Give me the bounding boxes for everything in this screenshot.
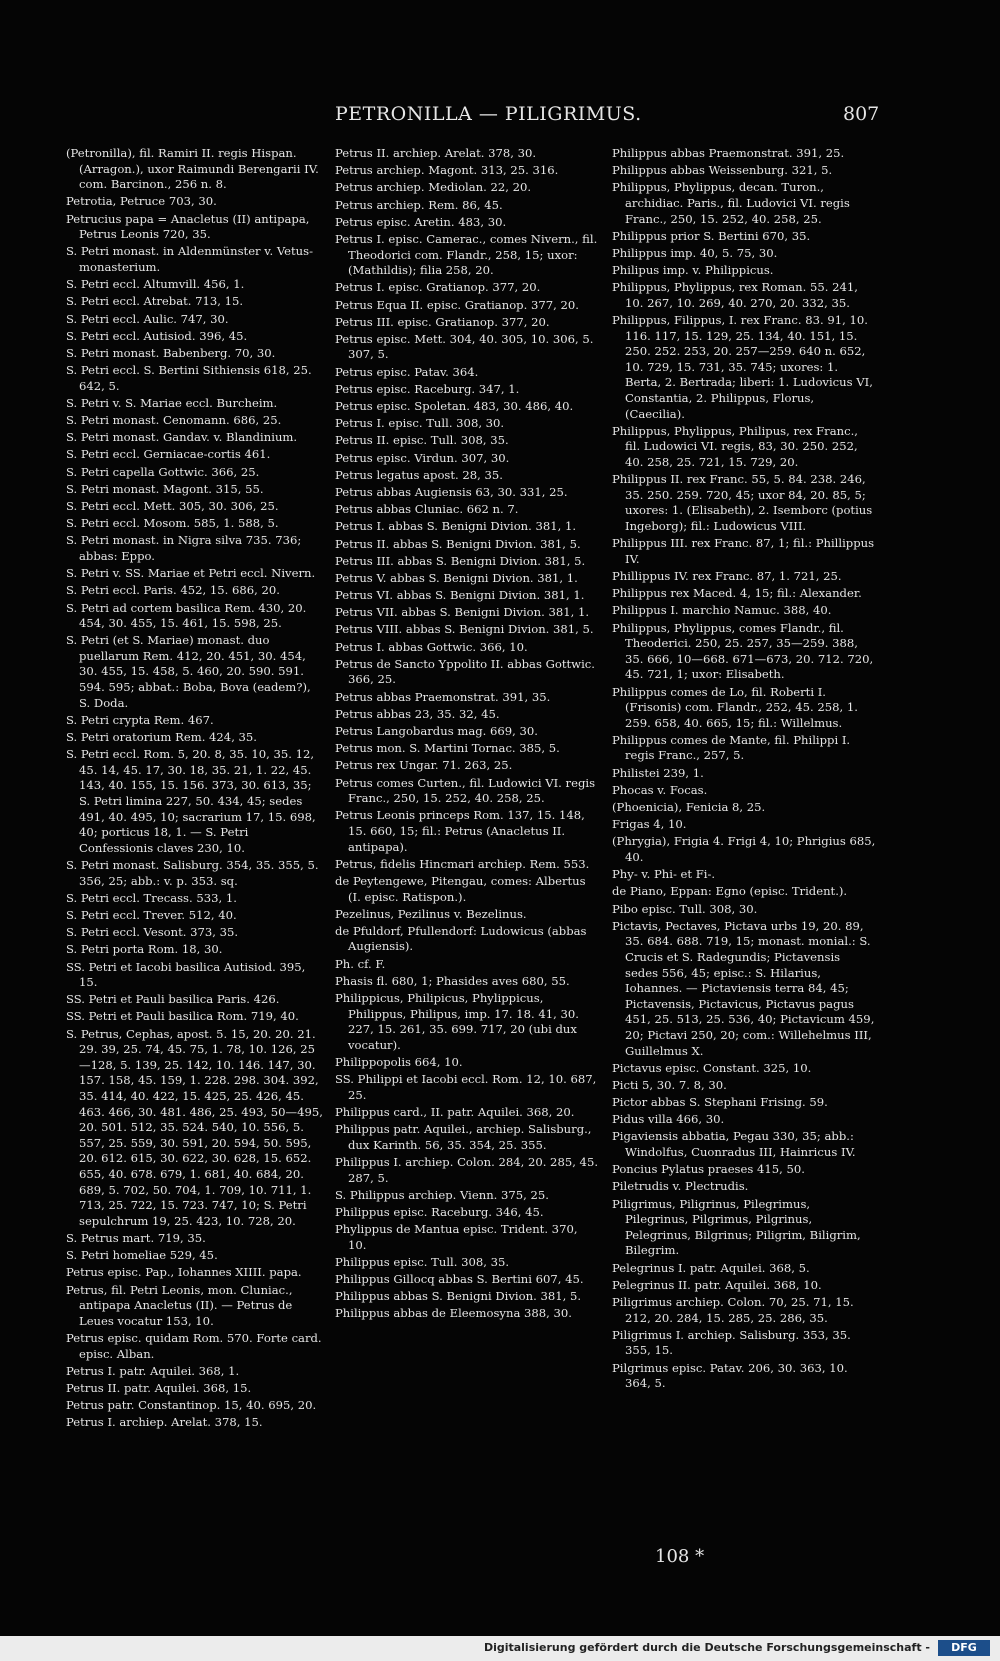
index-entry: Petrus I. episc. Camerac., comes Nivern., fil. Theodorici com. Flandr., 258, 15; uxor: (Mathildis); filia 258, 20.	[335, 231, 598, 278]
index-entry: Philippus II. rex Franc. 55, 5. 84. 238. 246, 35. 250. 259. 720, 45; uxor 84, 20. 85, 5; uxores: 1. (Elisabeth), 2. Isemborc (potius Ingeborg); fil.: Ludowicus VIII.	[612, 472, 873, 533]
index-entry: Philipus imp. v. Philippicus.	[612, 263, 774, 278]
index-entry: Petrus Langobardus mag. 669, 30.	[335, 724, 538, 738]
index-entry: Philippus imp. 40, 5. 75, 30.	[612, 245, 778, 260]
index-entry: Picti 5, 30. 7. 8, 30.	[612, 1077, 727, 1092]
index-entry: Philippus patr. Aquilei., archiep. Salisburg., dux Karinth. 56, 35. 354, 25. 355.	[335, 1122, 592, 1152]
index-entry: Petrus Leonis princeps Rom. 137, 15. 148, 15. 660, 15; fil.: Petrus (Anacletus II. antipapa).	[335, 808, 585, 854]
index-entry: Petrus, fil. Petri Leonis, mon. Cluniac., antipapa Anacletus (II). — Petrus de Leues vocatur 153, 10.	[66, 1282, 293, 1328]
signature-mark: 108 *	[655, 1546, 705, 1567]
index-entry: de Pfuldorf, Pfullendorf: Ludowicus (abbas Augiensis).	[335, 923, 587, 954]
index-entry: Poncius Pylatus praeses 415, 50.	[612, 1162, 805, 1177]
index-entry: Petrus Equa II. episc. Gratianop. 377, 20.	[335, 297, 579, 312]
index-entry: Petrus II. episc. Tull. 308, 35.	[335, 433, 509, 448]
index-entry: Petrus I. episc. Tull. 308, 30.	[335, 416, 505, 431]
index-entry: S. Petri eccl. Gerniacae-cortis 461.	[66, 447, 271, 462]
index-entry: Petrus episc. Virdun. 307, 30.	[335, 450, 510, 465]
index-entry: Philippus card., II. patr. Aquilei. 368, 20.	[335, 1104, 575, 1119]
index-entry: Petrus I. episc. Gratianop. 377, 20.	[335, 280, 541, 295]
index-entry: S. Petri eccl. Vesont. 373, 35.	[66, 925, 239, 940]
index-entry: Petrus II. archiep. Arelat. 378, 30.	[335, 146, 537, 160]
index-entry: Petrus abbas 23, 35. 32, 45.	[335, 706, 500, 721]
index-entry: S. Petri crypta Rem. 467.	[66, 712, 214, 727]
index-entry: Philippus I. archiep. Colon. 284, 20. 285, 45. 287, 5.	[335, 1154, 598, 1185]
index-entry: S. Petri (et S. Mariae) monast. duo puellarum Rem. 412, 20. 451, 30. 454, 30. 455, 15. 458, 5. 460, 20. 590. 591. 594. 595; abbat.: Boba, Bova (eadem?), S. Doda.	[66, 633, 311, 710]
index-entry: Petrucius papa = Anacletus (II) antipapa, Petrus Leonis 720, 35.	[66, 211, 310, 242]
index-entry: S. Petri eccl. S. Bertini Sithiensis 618, 25. 642, 5.	[66, 363, 312, 393]
index-entry: Phy- v. Phi- et Fi-.	[612, 867, 716, 882]
index-entry: Petrus VI. abbas S. Benigni Divion. 381, 1.	[335, 588, 585, 603]
index-entry: S. Petri eccl. Autisiod. 396, 45.	[66, 328, 248, 343]
index-entry: Pidus villa 466, 30.	[612, 1112, 725, 1127]
index-entry: SS. Petri et Iacobi basilica Autisiod. 395, 15.	[66, 959, 306, 990]
index-entry: Pilgrimus episc. Patav. 206, 30. 363, 10. 364, 5.	[612, 1360, 848, 1391]
index-entry: S. Petri monast. Cenomann. 686, 25.	[66, 413, 282, 428]
footer-credit: Digitalisierung gefördert durch die Deutsche Forschungsgemeinschaft -	[483, 1641, 930, 1654]
index-entry: Petrus episc. Mett. 304, 40. 305, 10. 306, 5. 307, 5.	[335, 331, 594, 362]
index-entry: Phylippus de Mantua episc. Trident. 370, 10.	[335, 1222, 578, 1252]
index-entry: S. Petri eccl. Mett. 305, 30. 306, 25.	[66, 498, 279, 513]
index-entry: Pictavis, Pectaves, Pictava urbs 19, 20. 89, 35. 684. 688. 719, 15; monast. monial.: S. Crucis et S. Radegundis; Pictavensis sedes 556, 45; episc.: S. Hilarius, Iohannes. — Pictaviensis terra 84, 45; Pictavensis, Pictavicus, Pictavus pagus 451, 25. 513, 25. 536, 40; Pictavicum 459, 20; Pictavi 250, 20; com.: Willehelmus III, Guillelmus X.	[612, 918, 875, 1058]
index-entry: Philippicus, Philipicus, Phylippicus, Philippus, Philipus, imp. 17. 18. 41, 30. 227, 15. 261, 35. 699. 717, 20 (ubi dux vocatur).	[335, 991, 579, 1052]
index-entry: Petrus III. abbas S. Benigni Divion. 381, 5.	[335, 553, 586, 568]
index-entry: Philippus abbas de Eleemosyna 388, 30.	[335, 1306, 572, 1321]
index-entry: Petrus legatus apost. 28, 35.	[335, 467, 503, 482]
index-entry: Pictor abbas S. Stephani Frising. 59.	[612, 1095, 828, 1110]
index-entry: Petrus I. abbas Gottwic. 366, 10.	[335, 639, 528, 654]
index-entry: de Piano, Eppan: Egno (episc. Trident.).	[612, 884, 848, 899]
index-entry: Philippus comes de Lo, fil. Roberti I. (Frisonis) com. Flandr., 252, 45. 258, 1. 259. 658, 40. 665, 15; fil.: Willelmus.	[612, 684, 858, 730]
index-entry: Ph. cf. F.	[335, 956, 386, 971]
index-entry: S. Petri ad cortem basilica Rem. 430, 20. 454, 30. 455, 15. 461, 15. 598, 25.	[66, 600, 307, 631]
index-entry: Philistei 239, 1.	[612, 765, 704, 780]
index-entry: Petrus archiep. Magont. 313, 25. 316.	[335, 163, 559, 178]
index-entry: Philippus, Phylippus, comes Flandr., fil. Theoderici. 250, 25. 257, 35—259. 388, 35. 666, 10—668. 671—673, 20. 712. 720, 45. 721, 1; uxor: Elisabeth.	[612, 620, 874, 682]
index-entry: Petrus episc. Patav. 364.	[335, 364, 479, 379]
index-entry: Philippus III. rex Franc. 87, 1; fil.: Phillippus IV.	[612, 536, 875, 566]
index-entry: Petrus episc. Pap., Iohannes XIIII. papa.	[66, 1265, 302, 1280]
index-entry: S. Petri v. SS. Mariae et Petri eccl. Nivern.	[66, 566, 316, 581]
index-entry: Petrus episc. Spoletan. 483, 30. 486, 40.	[335, 399, 574, 414]
index-entry: Philippus I. marchio Namuc. 388, 40.	[612, 603, 832, 618]
index-entry: Petrus comes Curten., fil. Ludowici VI. regis Franc., 250, 15. 252, 40. 258, 25.	[335, 775, 596, 806]
index-entry: S. Petri eccl. Paris. 452, 15. 686, 20.	[66, 583, 280, 598]
index-entry: Petrus archiep. Mediolan. 22, 20.	[335, 180, 532, 195]
index-entry: Petrus abbas Cluniac. 662 n. 7.	[335, 502, 519, 517]
index-entry: S. Petrus mart. 719, 35.	[66, 1230, 206, 1245]
index-entry: Frigas 4, 10.	[612, 817, 687, 832]
index-entry: Pezelinus, Pezilinus v. Bezelinus.	[335, 906, 527, 921]
index-entry: SS. Philippi et Iacobi eccl. Rom. 12, 10. 687, 25.	[335, 1072, 597, 1102]
index-entry: Philippus rex Maced. 4, 15; fil.: Alexander.	[612, 586, 862, 601]
index-entry: S. Petri porta Rom. 18, 30.	[66, 942, 223, 957]
index-entry: Petrus III. episc. Gratianop. 377, 20.	[335, 314, 550, 329]
index-entry: Philippus episc. Raceburg. 346, 45.	[335, 1204, 544, 1219]
index-entry: S. Petri monast. Babenberg. 70, 30.	[66, 345, 276, 360]
index-entry: S. Petri eccl. Atrebat. 713, 15.	[66, 294, 244, 309]
index-entry: Petrus rex Ungar. 71. 263, 25.	[335, 758, 513, 773]
page-number: 807	[843, 103, 880, 125]
index-entry: S. Philippus archiep. Vienn. 375, 25.	[335, 1187, 549, 1202]
index-entry: S. Petri eccl. Trever. 512, 40.	[66, 907, 237, 922]
index-entry: S. Petri monast. Gandav. v. Blandinium.	[66, 430, 298, 445]
index-entry: Philippus abbas S. Benigni Divion. 381, 5.	[335, 1289, 582, 1304]
index-entry: S. Petri eccl. Mosom. 585, 1. 588, 5.	[66, 516, 279, 531]
index-entry: Petrus VII. abbas S. Benigni Divion. 381, 1.	[335, 605, 590, 620]
index-entry: Pictavus episc. Constant. 325, 10.	[612, 1060, 812, 1075]
index-entry: Philippus, Phylippus, Philipus, rex Franc., fil. Ludowici VI. regis, 83, 30. 250. 252, 40. 258, 25. 721, 15. 729, 20.	[612, 423, 858, 470]
index-entry: Pelegrinus II. patr. Aquilei. 368, 10.	[612, 1277, 822, 1292]
index-entry: Pibo episc. Tull. 308, 30.	[612, 901, 758, 916]
index-entry: Petrus I. archiep. Arelat. 378, 15.	[66, 1415, 263, 1430]
dfg-logo: DFG	[938, 1640, 990, 1656]
index-entry: S. Petri capella Gottwic. 366, 25.	[66, 464, 260, 479]
index-entry: Petrus mon. S. Martini Tornac. 385, 5.	[335, 741, 560, 756]
index-entry: Philippus prior S. Bertini 670, 35.	[612, 228, 811, 243]
index-entry: Philippus, Filippus, I. rex Franc. 83. 91, 10. 116. 117, 15. 129, 25. 134, 40. 151, 15. 250. 252. 253, 20. 257—259. 640 n. 652, 10. 729, 15. 731, 35. 745; uxores: 1. Berta, 2. Bertrada; liberi: 1. Ludovicus VI, Constantia, 2. Philippus, Florus, (Caecilia).	[612, 313, 873, 421]
index-column-3	[612, 146, 876, 1393]
index-column-2	[335, 146, 599, 1324]
index-entry: Petrus, fidelis Hincmari archiep. Rem. 553.	[335, 856, 590, 871]
index-entry: (Phrygia), Frigia 4. Frigi 4, 10; Phrigius 685, 40.	[612, 834, 876, 864]
index-entry: S. Petrus, Cephas, apost. 5. 15, 20. 20. 21. 29. 39, 25. 74, 45. 75, 1. 78, 10. 126, 25—128, 5. 139, 25. 142, 10. 146. 147, 30. 157. 158, 45. 159, 1. 228. 298. 304. 392, 35. 414, 40. 422, 15. 425, 25. 426, 45. 463. 466, 30. 481. 486, 25. 493, 50—495, 20. 501. 512, 35. 524. 540, 10. 556, 5. 557, 25. 559, 30. 591, 20. 594, 50. 595, 20. 612. 615, 30. 622, 30. 628, 15. 652. 655, 40. 678. 679, 1. 681, 40. 684, 20. 689, 5. 702, 50. 704, 1. 709, 10. 711, 1. 713, 25. 722, 15. 723. 747, 10; S. Petri sepulchrum 19, 25. 423, 10. 728, 20.	[66, 1026, 323, 1228]
index-entry: S. Petri homeliae 529, 45.	[66, 1248, 218, 1263]
index-entry: Phillippus IV. rex Franc. 87, 1. 721, 25.	[612, 568, 842, 583]
index-entry: Piligrimus I. archiep. Salisburg. 353, 35. 355, 15.	[612, 1327, 851, 1358]
index-entry: Philippus, Phylippus, decan. Turon., archidiac. Paris., fil. Ludovici VI. regis Franc., 250, 15. 252, 40. 258, 25.	[612, 180, 850, 226]
index-entry: Petrus II. patr. Aquilei. 368, 15.	[66, 1380, 252, 1395]
index-entry: S. Petri eccl. Trecass. 533, 1.	[66, 890, 237, 905]
index-entry: Philippus episc. Tull. 308, 35.	[335, 1254, 510, 1269]
index-entry: S. Petri monast. Magont. 315, 55.	[66, 481, 264, 496]
index-entry: Philippus comes de Mante, fil. Philippi I. regis Franc., 257, 5.	[612, 732, 851, 763]
index-entry: Philippus Gillocq abbas S. Bertini 607, 45.	[335, 1272, 584, 1287]
index-entry: S. Petri eccl. Altumvill. 456, 1.	[66, 277, 245, 292]
index-entry: Petrus I. abbas S. Benigni Divion. 381, 1.	[335, 519, 577, 534]
footer-bar	[0, 1636, 1000, 1661]
index-entry: (Phoenicia), Fenicia 8, 25.	[612, 800, 766, 815]
index-entry: S. Petri eccl. Aulic. 747, 30.	[66, 311, 229, 326]
index-entry: (Petronilla), fil. Ramiri II. regis Hispan. (Arragon.), uxor Raimundi Berengarii IV. com. Barcinon., 256 n. 8.	[66, 146, 319, 192]
index-entry: Petrus V. abbas S. Benigni Divion. 381, 1.	[335, 570, 578, 585]
index-entry: Philippus, Phylippus, rex Roman. 55. 241, 10. 267, 10. 269, 40. 270, 20. 332, 35.	[612, 280, 858, 310]
index-entry: Pigaviensis abbatia, Pegau 330, 35; abb.: Windolfus, Cuonradus III, Hainricus IV.	[612, 1129, 856, 1160]
index-entry: Philippopolis 664, 10.	[335, 1055, 463, 1069]
index-entry: S. Petri oratorium Rem. 424, 35.	[66, 730, 257, 745]
index-entry: Philippus abbas Weissenburg. 321, 5.	[612, 163, 833, 178]
index-entry: de Peytengewe, Pitengau, comes: Albertus (I. episc. Ratispon.).	[335, 873, 586, 904]
index-entry: Petrus episc. quidam Rom. 570. Forte card. episc. Alban.	[66, 1330, 322, 1361]
index-entry: Petrus patr. Constantinop. 15, 40. 695, 20.	[66, 1398, 317, 1413]
index-entry: Petrus I. patr. Aquilei. 368, 1.	[66, 1363, 240, 1378]
index-entry: SS. Petri et Pauli basilica Rom. 719, 40.	[66, 1009, 299, 1024]
index-entry: Petrus abbas Augiensis 63, 30. 331, 25.	[335, 484, 568, 499]
index-entry: S. Petri monast. Salisburg. 354, 35. 355, 5. 356, 25; abb.: v. p. 353. sq.	[66, 857, 319, 888]
index-entry: Petrus abbas Praemonstrat. 391, 35.	[335, 689, 551, 704]
index-entry: Petrus episc. Aretin. 483, 30.	[335, 214, 507, 229]
index-entry: Petrus episc. Raceburg. 347, 1.	[335, 381, 520, 396]
index-entry: Piligrimus archiep. Colon. 70, 25. 71, 15. 212, 20. 284, 15. 285, 25. 286, 35.	[612, 1294, 854, 1325]
index-entry: Petrus II. abbas S. Benigni Divion. 381, 5.	[335, 536, 581, 551]
index-entry: SS. Petri et Pauli basilica Paris. 426.	[66, 992, 280, 1007]
running-title: PETRONILLA — PILIGRIMUS.	[335, 103, 642, 125]
index-entry: Philippus abbas Praemonstrat. 391, 25.	[612, 146, 845, 160]
index-entry: Piligrimus, Piligrinus, Pilegrimus, Pilegrinus, Pilgrimus, Pilgrinus, Pelegrinus, Bilgrinus; Piligrim, Biligrim, Bilegrim.	[612, 1196, 861, 1258]
index-entry: Petrus VIII. abbas S. Benigni Divion. 381, 5.	[335, 622, 594, 637]
index-entry: Piletrudis v. Plectrudis.	[612, 1179, 749, 1194]
index-entry: S. Petri eccl. Rom. 5, 20. 8, 35. 10, 35. 12, 45. 14, 45. 17, 30. 18, 35. 21, 1. 22, 45. 143, 40. 155, 15. 156. 373, 30. 613, 35; S. Petri limina 227, 50. 434, 45; sedes 491, 40. 495, 10; sacrarium 17, 15. 698, 40; porticus 18, 1. — S. Petri Confessionis claves 230, 10.	[66, 747, 316, 855]
index-entry: Petrus de Sancto Yppolito II. abbas Gottwic. 366, 25.	[335, 656, 595, 687]
index-entry: S. Petri monast. in Aldenmünster v. Vetus-monasterium.	[66, 244, 313, 274]
index-entry: Petrotia, Petruce 703, 30.	[66, 194, 217, 209]
index-entry: Pelegrinus I. patr. Aquilei. 368, 5.	[612, 1260, 810, 1275]
index-entry: Petrus archiep. Rem. 86, 45.	[335, 197, 503, 212]
index-entry: S. Petri monast. in Nigra silva 735. 736; abbas: Eppo.	[66, 533, 302, 563]
index-column-1	[66, 146, 324, 1432]
page-header	[0, 103, 1000, 133]
index-entry: Phocas v. Focas.	[612, 782, 708, 797]
index-entry: Phasis fl. 680, 1; Phasides aves 680, 55.	[335, 973, 570, 988]
index-entry: S. Petri v. S. Mariae eccl. Burcheim.	[66, 395, 278, 410]
